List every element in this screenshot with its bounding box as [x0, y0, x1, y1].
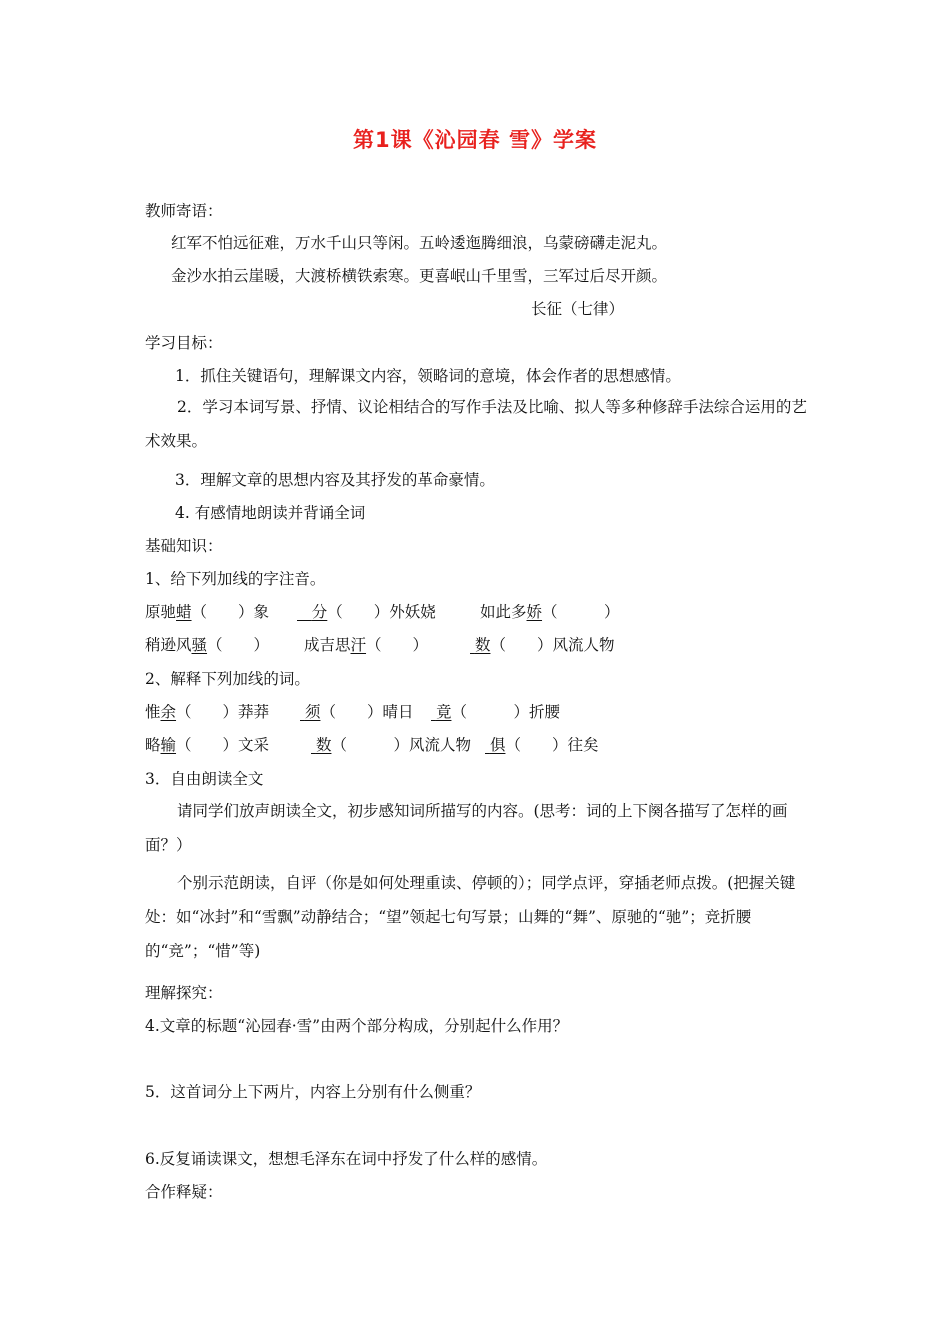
answer-blank: （ ）: [366, 636, 429, 654]
question-5: 5．这首词分上下两片，内容上分别有什么侧重？: [145, 1083, 481, 1101]
answer-blank: （ ）象: [191, 603, 270, 621]
underlined-char: 骚: [191, 636, 208, 654]
question-3-paragraph-2: [145, 866, 813, 968]
answer-blank: （ ）折腰: [451, 703, 560, 721]
paragraph-text: 请同学们放声朗读全文，初步感知词所描写的内容。(思考：词的上下阕各描写了怎样的画面？）: [145, 802, 788, 854]
explain-row-1: [145, 702, 813, 724]
word-text: 原驰: [145, 603, 177, 621]
underlined-char: [470, 636, 490, 654]
goal-1: 1．抓住关键语句，理解课文内容，领略词的意境，体会作者的思想感情。: [175, 367, 681, 385]
learning-goals-label: 学习目标：: [145, 334, 223, 352]
pinyin-row-2: [145, 635, 813, 657]
explain-row-2: [145, 735, 813, 757]
underlined-char: [311, 736, 331, 754]
goal-2: [145, 390, 813, 458]
underlined-char: [431, 703, 451, 721]
underlined-char-text: 须: [304, 703, 321, 721]
poem-line-2: 金沙水拍云崖暖，大渡桥横铁索寒。更喜岷山千里雪，三军过后尽开颜。: [171, 267, 668, 285]
answer-blank: （ ）风流人物: [331, 736, 471, 754]
word-text: 稍逊风: [145, 636, 192, 654]
page-title: 第1课《沁园春 雪》学案: [353, 128, 597, 152]
underlined-char: 汗: [350, 636, 367, 654]
underlined-char: 娇: [526, 603, 543, 621]
goal-2-text: 2．学习本词写景、抒情、议论相结合的写作手法及比喻、拟人等多种修辞手法综合运用的艺术效果。: [145, 398, 807, 450]
word-text: 惟: [145, 703, 161, 721]
pinyin-row-1: [145, 602, 813, 624]
word-text: 成吉思: [304, 636, 351, 654]
goal-4: 4. 有感情地朗读并背诵全词: [175, 504, 366, 522]
question-2-heading: 2、解释下列加线的词。: [145, 670, 310, 688]
answer-blank: （ ）外妖娆: [327, 603, 436, 621]
question-3-heading: 3．自由朗读全文: [145, 770, 264, 788]
underlined-char: [485, 736, 505, 754]
underlined-char: [300, 703, 320, 721]
underlined-char: 蜡: [176, 603, 192, 621]
poem-source: 长征（七律）: [531, 300, 625, 318]
answer-blank: （ ）莽莽: [176, 703, 270, 721]
word-text: 略: [145, 736, 161, 754]
answer-blank: （ ）风流人物: [490, 636, 615, 654]
teacher-message-label: 教师寄语：: [145, 202, 223, 220]
underlined-char: 余: [160, 703, 177, 721]
answer-blank: （ ）晴日: [320, 703, 414, 721]
answer-blank: （ ）: [542, 603, 620, 621]
underlined-char-text: 数: [315, 736, 332, 754]
underlined-char-text: 分: [311, 603, 328, 621]
cooperation-label: 合作释疑：: [145, 1183, 223, 1201]
underlined-char-text: 俱: [489, 736, 506, 754]
answer-blank: （ ）往矣: [505, 736, 599, 754]
question-6: 6.反复诵读课文，想想毛泽东在词中抒发了什么样的感情。: [145, 1150, 548, 1168]
underlined-char-text: 数: [474, 636, 491, 654]
word-text: 如此多: [480, 603, 527, 621]
basics-label: 基础知识：: [145, 537, 223, 555]
paragraph-text: 个别示范朗读，自评（你是如何处理重读、停顿的）；同学点评，穿插老师点拨。(把握关键处：如“冰封”和“雪飘”动静结合；“望”领起七句写景；山舞的“舞”、原驰的“驰”；竞折腰的“竞”；“惜”等): [145, 874, 796, 960]
poem-line-1: 红军不怕远征难，万水千山只等闲。五岭逶迤腾细浪，乌蒙磅礴走泥丸。: [171, 234, 668, 252]
question-1-heading: 1、给下列加线的字注音。: [145, 570, 326, 588]
explore-label: 理解探究：: [145, 984, 223, 1002]
underlined-char-text: 竟: [435, 703, 452, 721]
underlined-char: 输: [160, 736, 177, 754]
goal-3: 3．理解文章的思想内容及其抒发的革命豪情。: [175, 471, 495, 489]
underlined-char: [297, 603, 327, 621]
question-4: 4.文章的标题“沁园春·雪”由两个部分构成，分别起什么作用？: [145, 1017, 569, 1035]
answer-blank: （ ）文采: [176, 736, 270, 754]
question-3-paragraph-1: [145, 794, 813, 862]
answer-blank: （ ）: [207, 636, 270, 654]
